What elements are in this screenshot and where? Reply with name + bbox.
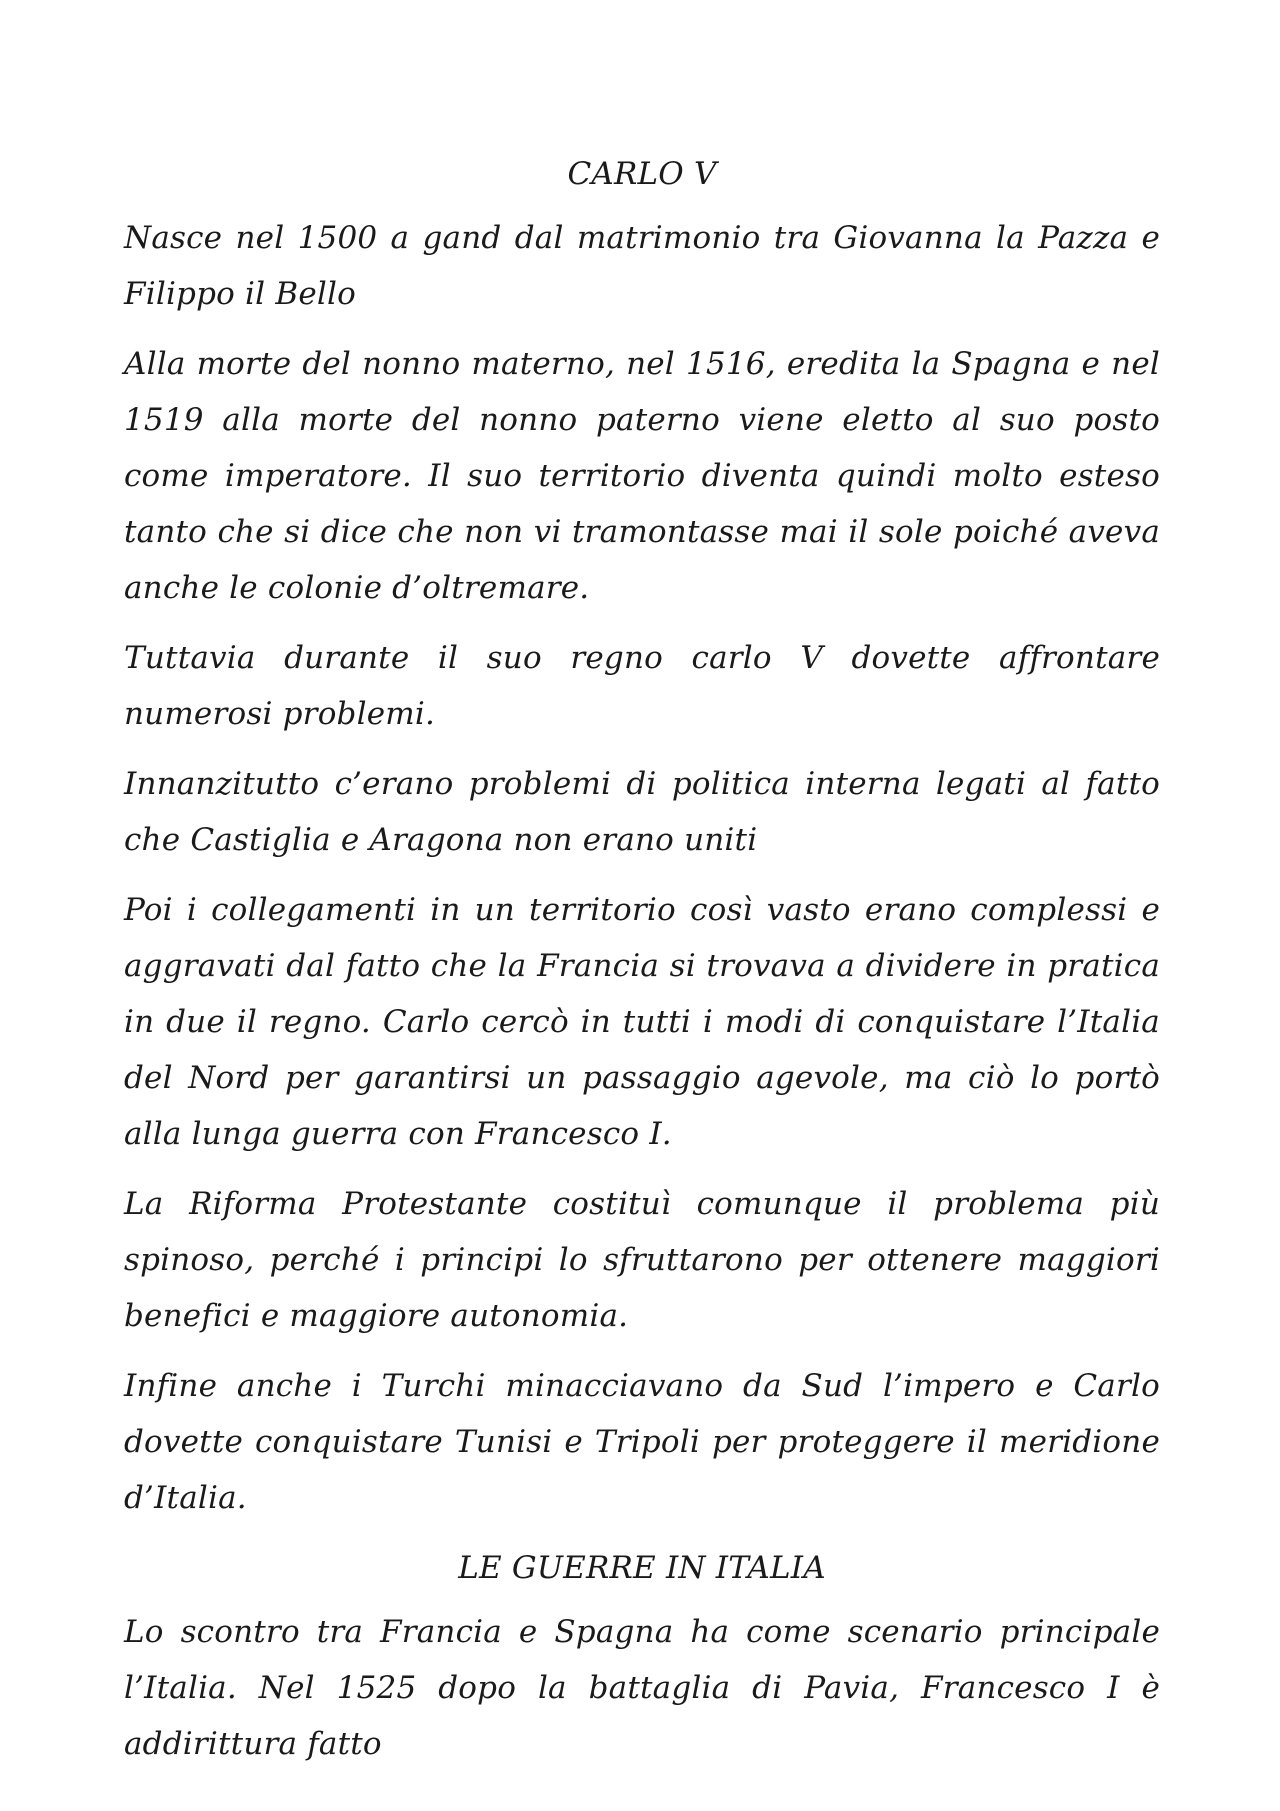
section-heading: LE GUERRE IN ITALIA (458, 1550, 826, 1586)
paragraph: Innanzitutto c’erano problemi di politica interna legati al fatto che Castiglia e Aragona non erano uniti (124, 766, 1160, 858)
page-title: CARLO V (567, 156, 717, 192)
paragraph: Tuttavia durante il suo regno carlo V dovette affrontare numerosi problemi. (124, 640, 1160, 732)
paragraph: Infine anche i Turchi minacciavano da Sud l’impero e Carlo dovette conquistare Tunisi e Tripoli per proteggere il meridione d’Italia. (124, 1368, 1160, 1516)
paragraph: La Riforma Protestante costituì comunque il problema più spinoso, perché i principi lo sfruttarono per ottenere maggiori benefici e maggiore autonomia. (124, 1186, 1160, 1334)
paragraph: Lo scontro tra Francia e Spagna ha come scenario principale l’Italia. Nel 1525 dopo la battaglia di Pavia, Francesco I è addirittura fatto (124, 1614, 1160, 1762)
document-page (124, 146, 1160, 1786)
paragraph: Alla morte del nonno materno, nel 1516, eredita la Spagna e nel 1519 alla morte del nonno paterno viene eletto al suo posto come imperatore. Il suo territorio diventa quindi molto esteso tanto che si dice che non vi tramontasse mai il sole poiché aveva anche le colonie d’oltremare. (124, 346, 1160, 606)
paragraph: Nasce nel 1500 a gand dal matrimonio tra Giovanna la Pazza e Filippo il Bello (124, 220, 1160, 312)
paragraph: Poi i collegamenti in un territorio così vasto erano complessi e aggravati dal fatto che la Francia si trovava a dividere in pratica in due il regno. Carlo cercò in tutti i modi di conquistare l’Italia del Nord per garantirsi un passaggio agevole, ma ciò lo portò alla lunga guerra con Francesco I. (124, 892, 1160, 1152)
